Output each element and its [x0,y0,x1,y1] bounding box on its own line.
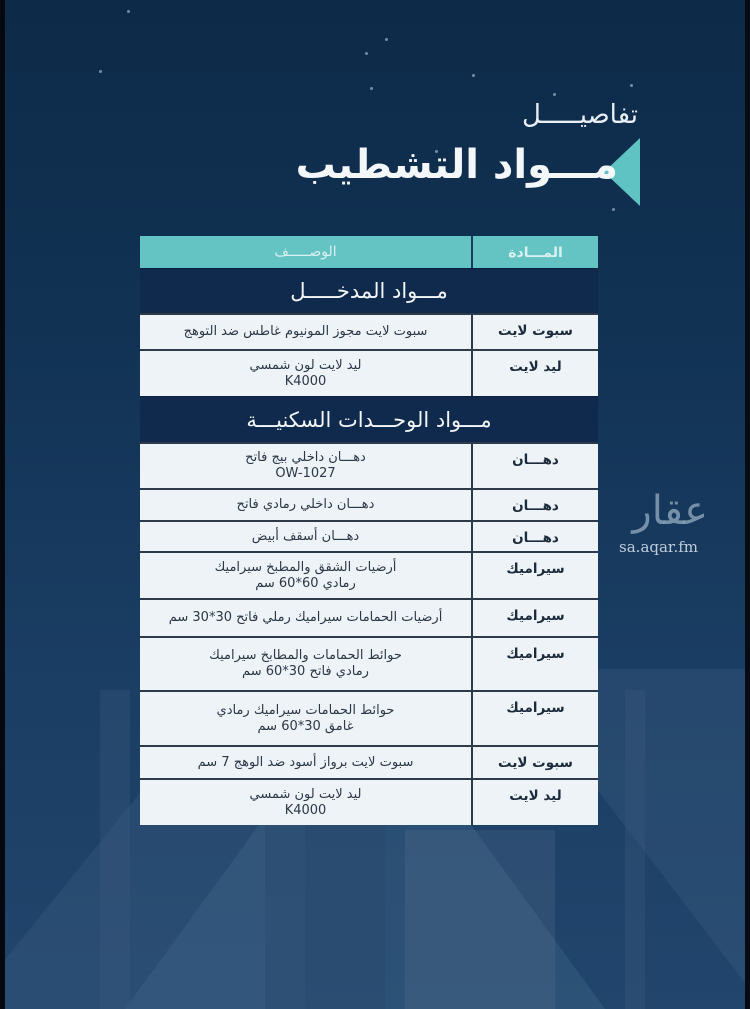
right-edge-strip [745,0,750,1009]
description-line: رمادي 60*60 سم [255,575,356,591]
material-cell: دهـــان [471,444,598,488]
star-decoration [370,87,373,90]
table-header-row [140,236,598,268]
description-line: أرضيات الشقق والمطبخ سيراميك [214,559,397,575]
description-line: K4000 [284,802,327,818]
description-cell [140,692,471,745]
table-row [140,520,598,551]
background-building [625,690,645,1009]
material-cell: سبوت لايت [471,747,598,778]
material-cell: سيراميك [471,638,598,690]
star-decoration [472,74,475,77]
description-line: K4000 [284,373,327,389]
table-row [140,442,598,488]
description-cell [140,315,471,349]
description-line: ليد لايت لون شمسي [249,786,362,802]
description-line: سبوت لايت برواز أسود ضد الوهج 7 سم [197,754,414,770]
material-cell: سيراميك [471,600,598,636]
description-cell [140,351,471,396]
star-decoration [630,84,633,87]
table-row [140,598,598,636]
section-header-residential-units: مـــواد الوحـــدات السكنيـــة [140,396,598,442]
page-title: مـــواد التشطيب [295,142,618,188]
star-decoration [365,52,368,55]
description-cell [140,747,471,778]
description-cell [140,600,471,636]
background-building [405,830,555,1009]
material-cell: سيراميك [471,553,598,598]
table-row [140,488,598,520]
watermark-url: sa.aqar.fm [619,538,698,556]
material-cell: دهـــان [471,522,598,551]
description-line: رمادي فاتح 30*60 سم [242,664,369,679]
table-row [140,551,598,598]
star-decoration [385,38,388,41]
material-cell: ليد لايت [471,351,598,396]
section-header-entrance: مـــواد المدخـــــل [140,268,598,313]
material-cell: دهـــان [471,490,598,520]
star-decoration [127,10,130,13]
table-row [140,349,598,396]
description-line: أرضيات الحمامات سيراميك رملي فاتح 30*30 سم [168,610,443,625]
column-header-material: المـــادة [471,236,598,268]
title-block [295,138,640,206]
column-header-description: الوصـــــف [274,244,337,260]
star-decoration [553,93,556,96]
table-row [140,778,598,825]
description-line: حوائط الحمامات سيراميك رمادي [216,702,395,718]
page-subtitle: تفاصيـــــل [521,100,638,130]
description-line: غامق 30*60 سم [257,718,354,734]
background-building [100,690,130,1009]
description-cell [140,522,471,551]
description-cell [140,780,471,825]
table-row [140,690,598,745]
aqar-logo: عقار [632,488,708,534]
description-line: ليد لايت لون شمسي [249,357,362,373]
materials-table [140,236,598,825]
description-line: سبوت لايت مجوز المونيوم غاطس ضد التوهج [183,324,428,339]
background-building [265,820,385,1009]
description-line: دهـــان أسقف أبيض [251,528,360,544]
table-row [140,636,598,690]
star-decoration [99,70,102,73]
description-line: دهـــان داخلي بيج فاتح [245,450,366,465]
description-line: دهـــان داخلي رمادي فاتح [236,497,375,512]
table-row [140,313,598,349]
material-cell: سيراميك [471,692,598,745]
material-cell: سبوت لايت [471,315,598,349]
description-line: OW-1027 [275,466,336,481]
description-cell [140,638,471,690]
description-cell [140,553,471,598]
star-decoration [612,208,615,211]
table-row [140,745,598,778]
description-line: حوائط الحمامات والمطابخ سيراميك [209,648,402,663]
description-cell [140,444,471,488]
material-cell: ليد لايت [471,780,598,825]
description-cell [140,490,471,520]
aqar-watermark [600,488,720,568]
